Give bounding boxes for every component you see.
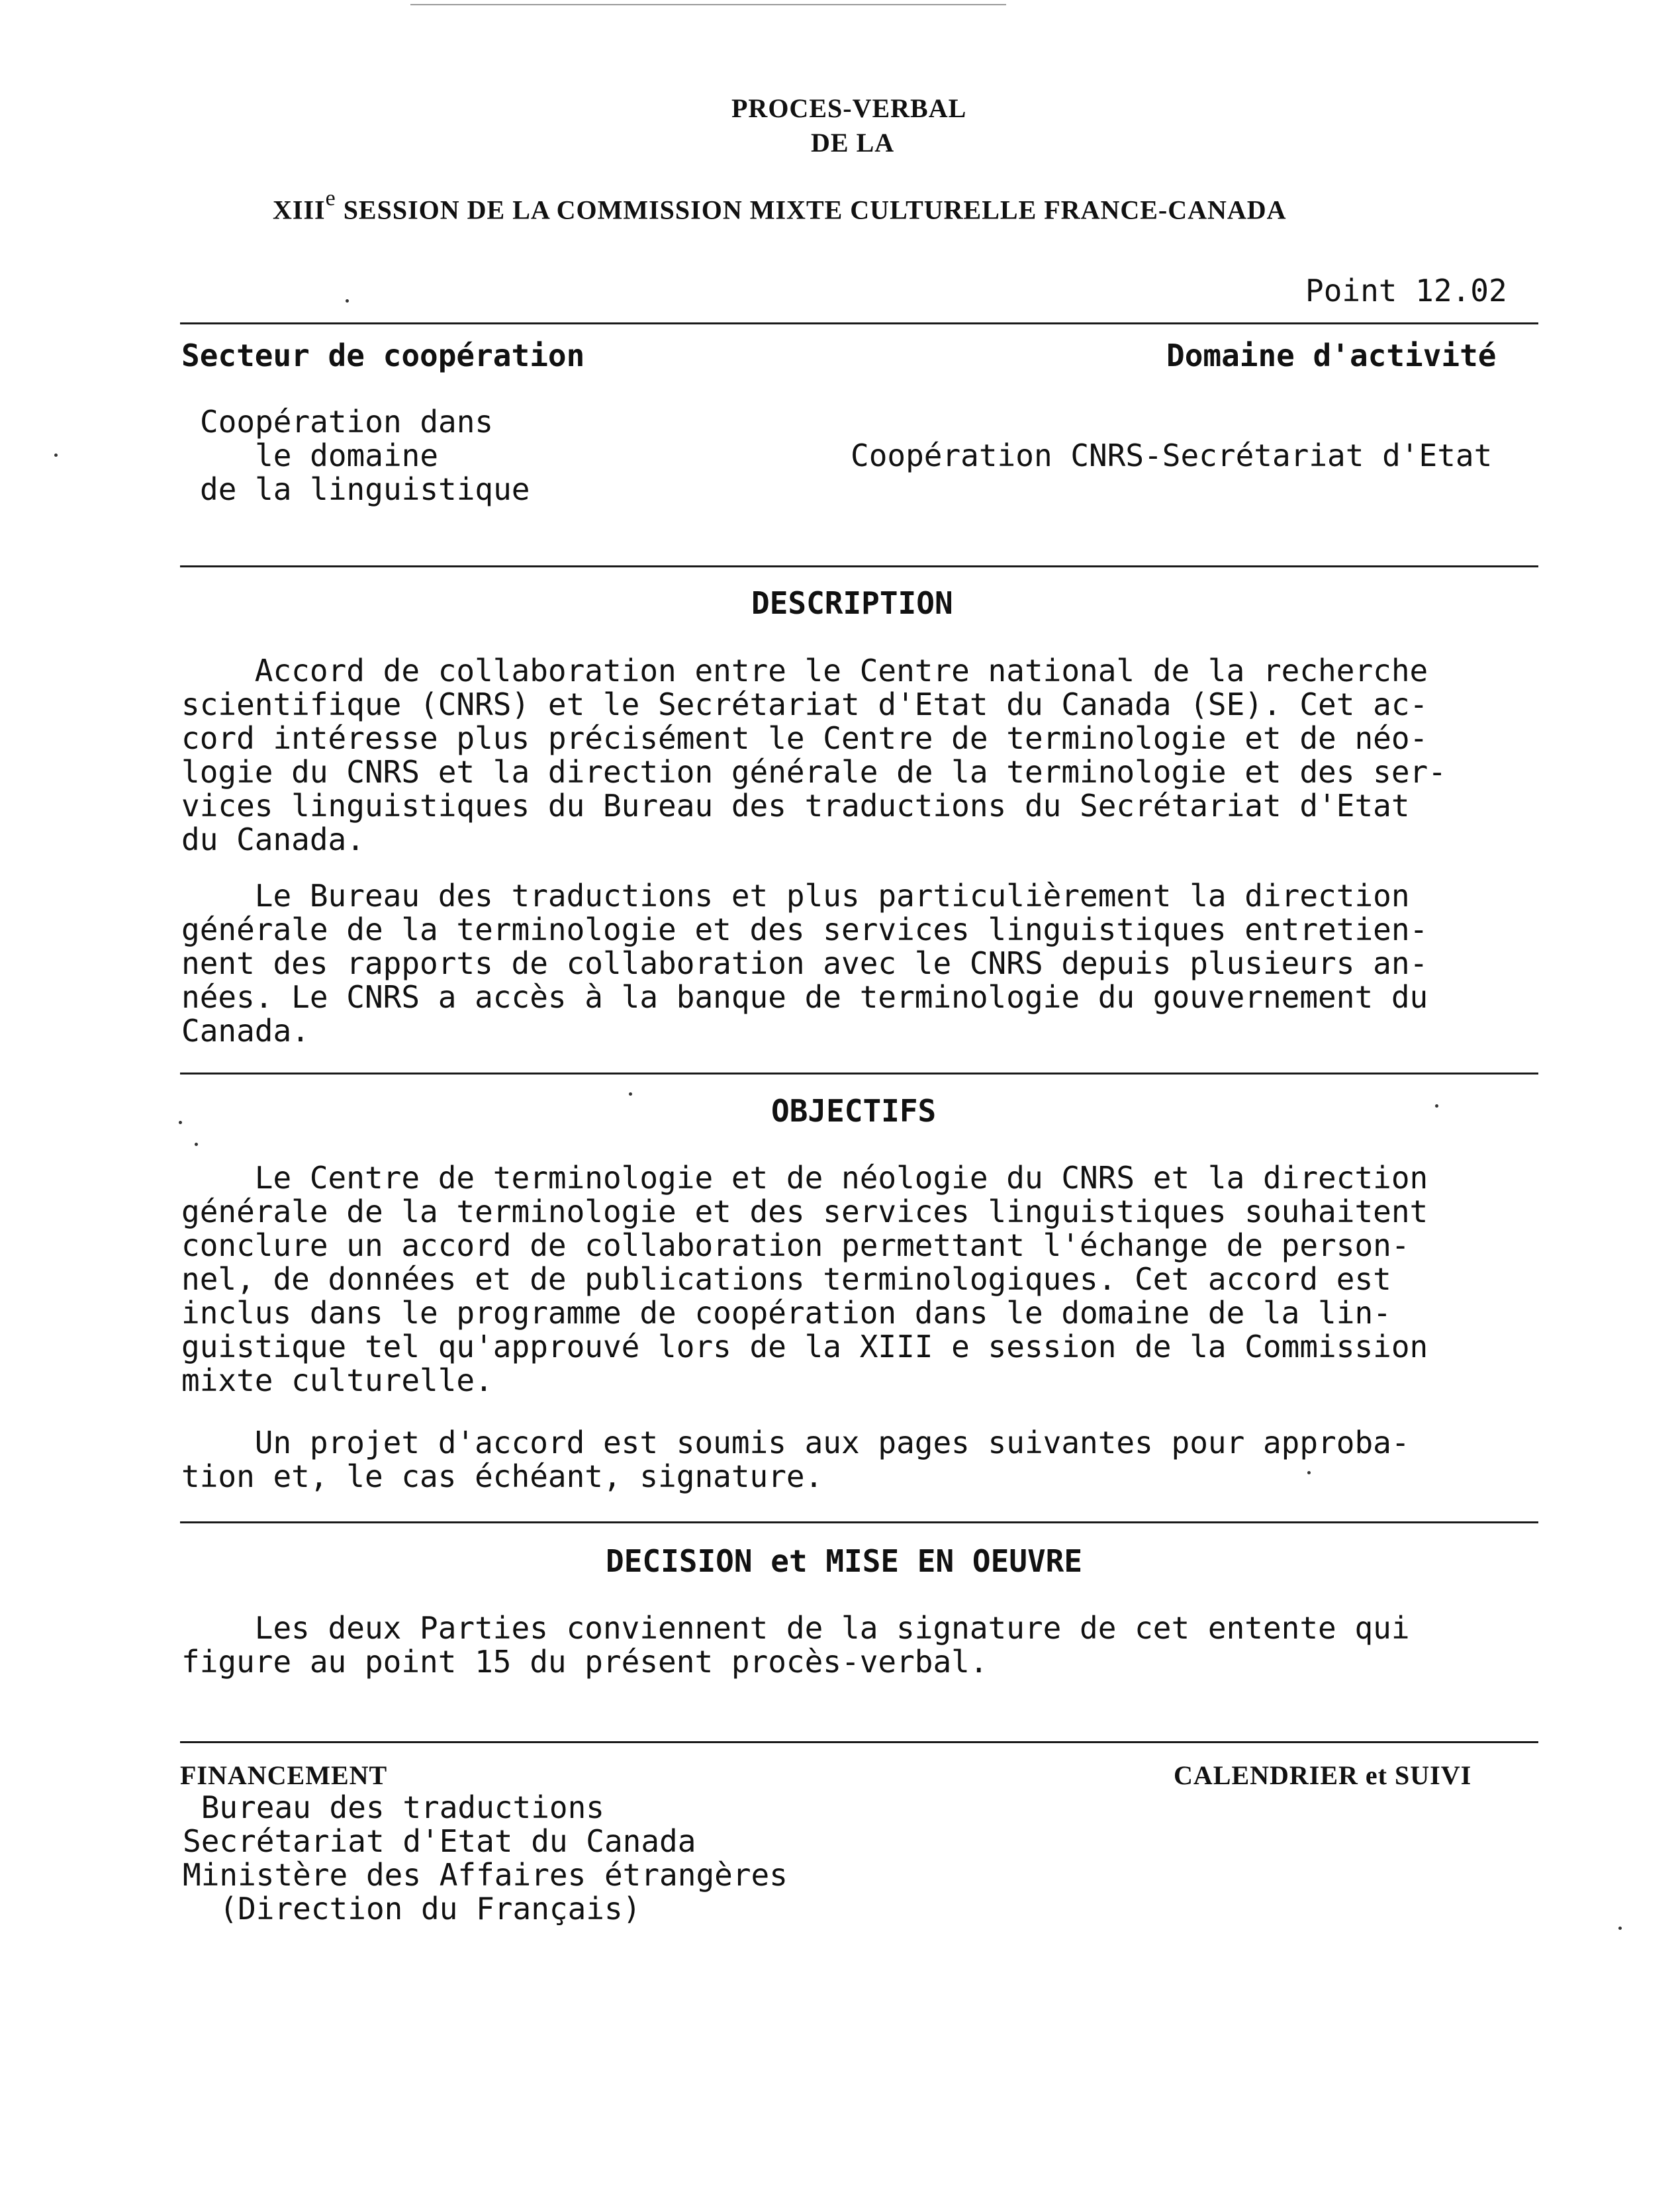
sector-label: Secteur de coopération — [181, 338, 585, 373]
decision-title: DECISION et MISE EN OEUVRE — [606, 1543, 1083, 1579]
activity-value: Coopération CNRS-Secrétariat d'Etat — [851, 438, 1493, 473]
divider-financing — [180, 1741, 1538, 1743]
calendar-label: CALENDRIER et SUIVI — [1174, 1760, 1472, 1790]
scan-speck — [179, 1121, 182, 1124]
sector-value-line-2: le domaine — [200, 438, 439, 473]
sector-value-line-1: Coopération dans — [200, 404, 494, 440]
point-number: Point 12.02 — [1305, 273, 1507, 309]
header-session-number: XIII — [273, 195, 326, 225]
scan-speck — [195, 1143, 198, 1146]
scan-artifact-line — [410, 4, 1006, 5]
financing-line-3: Ministère des Affaires étrangères — [183, 1857, 788, 1893]
header-line-2: DE LA — [811, 128, 895, 158]
scan-speck — [346, 299, 349, 303]
decision-paragraph: Les deux Parties conviennent de la signature de cet entente qui figure au point 15 du présent procès-verbal. — [181, 1610, 1410, 1680]
financing-line-1: Bureau des traductions — [183, 1790, 604, 1825]
divider-objectives — [180, 1073, 1538, 1074]
financing-line-4: (Direction du Français) — [183, 1891, 641, 1927]
header-line-1: PROCES-VERBAL — [731, 93, 967, 123]
header-session-title: SESSION DE LA COMMISSION MIXTE CULTURELLE FRANCE-CANADA — [336, 195, 1287, 225]
description-title: DESCRIPTION — [751, 585, 953, 621]
header-line-3 — [258, 159, 1287, 225]
description-paragraph-1: Accord de collaboration entre le Centre national de la recherche scientifique (CNRS) et le Secrétariat d'Etat du Canada (SE). Cet ac- cord intéresse plus précisément le Centre de terminologie et de néo- logie du CNRS et la direction générale de la terminologie et des ser- vices linguistiques du Bureau des traductions du Secrétariat d'Etat du Canada. — [181, 653, 1446, 857]
objectives-paragraph-1: Le Centre de terminologie et de néologie du CNRS et la direction générale de la terminologie et des services linguistiques souhaitent conclure un accord de collaboration permettant l'échange de person- nel, de données et de publications terminologiques. Cet accord est inclus dans le programme de coopération dans le domaine de la lin- guistique tel qu'approuvé lors de la XIII e session de la Commission mixte culturelle. — [181, 1160, 1428, 1398]
divider-top — [180, 322, 1538, 324]
objectives-paragraph-2: Un projet d'accord est soumis aux pages suivantes pour approba- tion et, le cas échéant, signature. — [181, 1425, 1410, 1494]
scan-speck — [1618, 1927, 1622, 1930]
scan-speck — [1307, 1471, 1311, 1474]
financing-line-2: Secrétariat d'Etat du Canada — [183, 1823, 696, 1859]
header-session-superscript: e — [325, 186, 336, 211]
description-paragraph-2: Le Bureau des traductions et plus particulièrement la direction générale de la terminologie et des services linguistiques entretien- nent des rapports de collaboration avec le CNRS depuis plusieurs an- nées. Le CNRS a accès à la banque de terminologie du gouvernement du Canada. — [181, 878, 1428, 1049]
financing-label: FINANCEMENT — [180, 1760, 388, 1790]
divider-decision — [180, 1521, 1538, 1523]
sector-value-line-3: de la linguistique — [200, 471, 530, 507]
scan-speck — [629, 1092, 632, 1096]
divider-description — [180, 565, 1538, 567]
scan-speck — [1435, 1104, 1438, 1108]
objectives-title: OBJECTIFS — [771, 1093, 937, 1129]
scan-speck — [54, 454, 58, 457]
activity-label: Domaine d'activité — [1166, 338, 1497, 373]
